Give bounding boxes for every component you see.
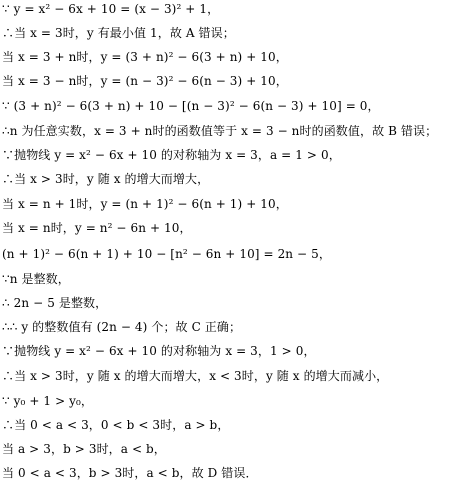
solution-line-6: ∴n 为任意实数，x = 3 + n时的函数值等于 x = 3 − n时的函数值，故 B 错误；	[2, 124, 438, 138]
solution-line-11: (n + 1)² − 6(n + 1) + 10 − [n² − 6n + 10] = 2n − 5，	[2, 247, 331, 261]
solution-line-18: ∴当 0 < a < 3，0 < b < 3时，a > b，	[2, 418, 230, 432]
solution-line-4: 当 x = 3 − n时，y = (n − 3)² − 6(n − 3) + 10，	[2, 74, 288, 88]
solution-line-14: ∴∴ y 的整数值有 (2n − 4) 个；故 C 正确；	[2, 320, 242, 334]
solution-line-19: 当 a > 3，b > 3时，a < b，	[2, 442, 166, 456]
solution-line-7: ∵抛物线 y = x² − 6x + 10 的对称轴为 x = 3，a = 1 > 0，	[2, 148, 341, 162]
solution-line-2: ∴当 x = 3时，y 有最小值 1，故 A 错误；	[2, 26, 235, 40]
solution-line-10: 当 x = n时，y = n² − 6n + 10，	[2, 221, 192, 235]
solution-line-20: 当 0 < a < 3，b > 3时，a < b，故 D 错误．	[2, 466, 258, 480]
solution-line-17: ∵ y₀ + 1 > y₀，	[2, 394, 94, 408]
solution-line-12: ∵n 是整数，	[2, 272, 70, 286]
solution-line-13: ∴ 2n − 5 是整数，	[2, 296, 108, 310]
solution-line-16: ∴当 x > 3时，y 随 x 的增大而增大，x < 3时，y 随 x 的增大而减小，	[2, 369, 389, 383]
solution-line-15: ∵抛物线 y = x² − 6x + 10 的对称轴为 x = 3，1 > 0，	[2, 344, 316, 358]
solution-line-9: 当 x = n + 1时，y = (n + 1)² − 6(n + 1) + 10，	[2, 197, 288, 211]
solution-line-8: ∴当 x > 3时，y 随 x 的增大而增大，	[2, 172, 210, 186]
solution-line-1: ∵ y = x² − 6x + 10 = (x − 3)² + 1，	[2, 2, 220, 16]
solution-line-3: 当 x = 3 + n时，y = (3 + n)² − 6(3 + n) + 10，	[2, 50, 288, 64]
solution-line-5: ∵ (3 + n)² − 6(3 + n) + 10 − [(n − 3)² − 6(n − 3) + 10] = 0，	[2, 99, 380, 113]
